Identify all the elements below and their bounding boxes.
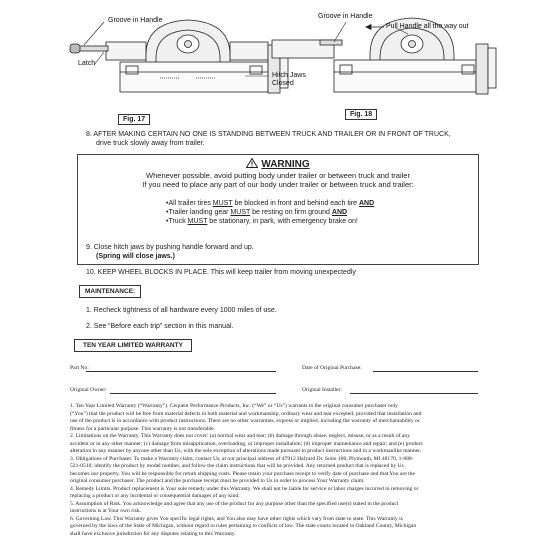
must-emphasis: MUST xyxy=(187,218,208,225)
step8-line1: 8. AFTER MAKING CERTAIN NO ONE IS STANDING BETWEEN TRUCK AND TRAILER OR IN FRONT OF TRUCK, xyxy=(86,131,451,138)
warning-line1: Whenever possible, avoid putting body under trailer or between truck and trailer xyxy=(146,171,410,180)
warranty-line: (“You”) that the product will be free from material defects in both material and workmanship, ordinary wear and tear excepted; provided that installation and xyxy=(70,410,422,417)
warranty-line: becomes our property. You will be responsible for return shipping costs. Please retain your purchase receipt to verify date of purchase and that You are the xyxy=(70,470,415,477)
warranty-line: 5. Assumption of Risk. You acknowledge and agree that any use of the product for any purpose other than the specified use(s) stated in the product xyxy=(70,500,399,507)
fig18-caption: Fig. 18 xyxy=(345,109,377,120)
warranty-line: original consumer purchaser. The product and the purchase receipt must be provided to Us in order to process Your Warranty claim. xyxy=(70,478,365,484)
fig17-hitch xyxy=(70,20,288,93)
step9-line2: (Spring will close jaws.) xyxy=(96,253,175,260)
owner-label: Original Owner: xyxy=(70,387,107,393)
fig17-caption: Fig. 17 xyxy=(118,114,150,125)
warranty-line: accident or in any other manner; (c) damage from misapplication, overloading, or improper installation; (d) improper maintenance and repair; and (e) product xyxy=(70,440,423,447)
warranty-line: 1. Ten Year Limited Warranty (“Warranty”). Cequent Performance Products, Inc. (“We” or “Us”) warrants to the original consumer purchaser only xyxy=(70,403,398,409)
maintenance-item1: 1. Recheck tightness of all hardware every 1000 miles of use. xyxy=(86,307,277,314)
warranty-header: TEN YEAR LIMITED WARRANTY xyxy=(74,339,192,352)
bullet-text: •Trailer landing gear xyxy=(166,209,231,216)
bullet-text: be blocked in front and behind each tire xyxy=(232,200,359,207)
part-no-label: Part No: xyxy=(70,365,89,371)
must-emphasis: MUST xyxy=(230,209,251,216)
step10: 10. KEEP WHEEL BLOCKS IN PLACE. This will keep trailer from moving unexpectedly xyxy=(86,269,356,276)
date-purchase-label: Date of Original Purchase: xyxy=(302,365,362,371)
fig18-pull-label: Pull Handle all the way out xyxy=(386,23,469,30)
step8-line2: drive truck slowly away from trailer. xyxy=(96,140,205,147)
warranty-line: 521-0510, identify the product by model number, and follow the claim instructions that will be provided. Any returned product that is replaced by Us xyxy=(70,463,404,469)
warning-title: WARNING xyxy=(261,159,310,170)
maintenance-item2: 2. See “Before each trip” section in this manual. xyxy=(86,323,234,330)
warranty-line: 2. Limitations on the Warranty. This Warranty does not cover: (a) normal wear and tear; (b) damage through abuse, neglect, misuse, or as a result of any xyxy=(70,433,411,439)
installer-field[interactable] xyxy=(350,393,478,394)
part-no-field[interactable] xyxy=(86,371,276,372)
fig17-jaws-label-1: Hitch Jaws xyxy=(272,72,306,79)
owner-field[interactable] xyxy=(110,393,276,394)
warranty-line: fitness for a particular purpose. This warranty is not transferable. xyxy=(70,425,216,432)
maintenance-header: MAINTENANCE: xyxy=(79,285,141,298)
fig18-groove-label: Groove in Handle xyxy=(318,13,373,20)
fig17-jaws-label-2: Closed xyxy=(272,80,294,87)
warranty-line: use of the product is in accordance with product instructions. There are no other warranties, express or implied, including the warranty of merchantability or xyxy=(70,418,420,424)
bullet-text: be stationary, in park, with emergency brake on! xyxy=(207,218,358,225)
installer-label: Original Installer: xyxy=(302,387,342,393)
date-purchase-field[interactable] xyxy=(373,371,478,372)
bullet-text: •Truck xyxy=(166,218,188,225)
warranty-line: alteration in any manner by anyone other than Us, with the sole exception of alterations made pursuant to product instructions and in a workmanlike manner. xyxy=(70,448,422,454)
warranty-line: 4. Remedy Limits. Product replacement is Your sole remedy under this Warranty. We shall not be liable for service or labor charges incurred in removing or xyxy=(70,485,419,492)
figure-17-drawing xyxy=(0,0,550,135)
bullet-text: be resting on firm ground xyxy=(250,209,332,216)
warning-line2: If you need to place any part of our body under trailer or between truck and trailer: xyxy=(142,180,414,189)
warranty-line: 3. Obligations of Purchaser. To make a Warranty claim, contact Us, at our principal address of 47912 Halyard Dr. Suite 100, Plymouth, MI 48170, 1-888- xyxy=(70,455,414,462)
warning-bullet-truck xyxy=(166,217,358,226)
and-emphasis: AND xyxy=(359,200,375,207)
warning-title-row xyxy=(78,158,478,170)
fig17-latch-label: Latch xyxy=(78,60,96,67)
bullet-text: •All trailer tires xyxy=(166,200,213,207)
warranty-line: shall have exclusive jurisdiction for any disputes relating to this Warranty. xyxy=(70,530,236,537)
step9-line1: 9. Close hitch jaws by pushing handle forward and up. xyxy=(86,244,254,251)
warning-bullet-tires xyxy=(166,199,374,208)
fig17-groove-label: Groove in Handle xyxy=(108,17,163,24)
and-emphasis: AND xyxy=(331,209,348,216)
must-emphasis: MUST xyxy=(212,200,233,207)
warning-bullet-landing-gear xyxy=(166,208,347,217)
warning-triangle-icon xyxy=(246,158,258,168)
warranty-line: replacing a product or any incidental or consequential damages of any kind. xyxy=(70,493,240,499)
warranty-line: instructions is at Your own risk. xyxy=(70,508,142,514)
warranty-line: governed by the laws of the State of Michigan, without regard to rules pertaining to conflicts of law. The state courts located in Oakland County, Michigan xyxy=(70,523,417,529)
warranty-line: 6. Governing Law. This Warranty gives You specific legal rights, and You also may have other rights which vary from state to state. This Warranty is xyxy=(70,515,403,522)
